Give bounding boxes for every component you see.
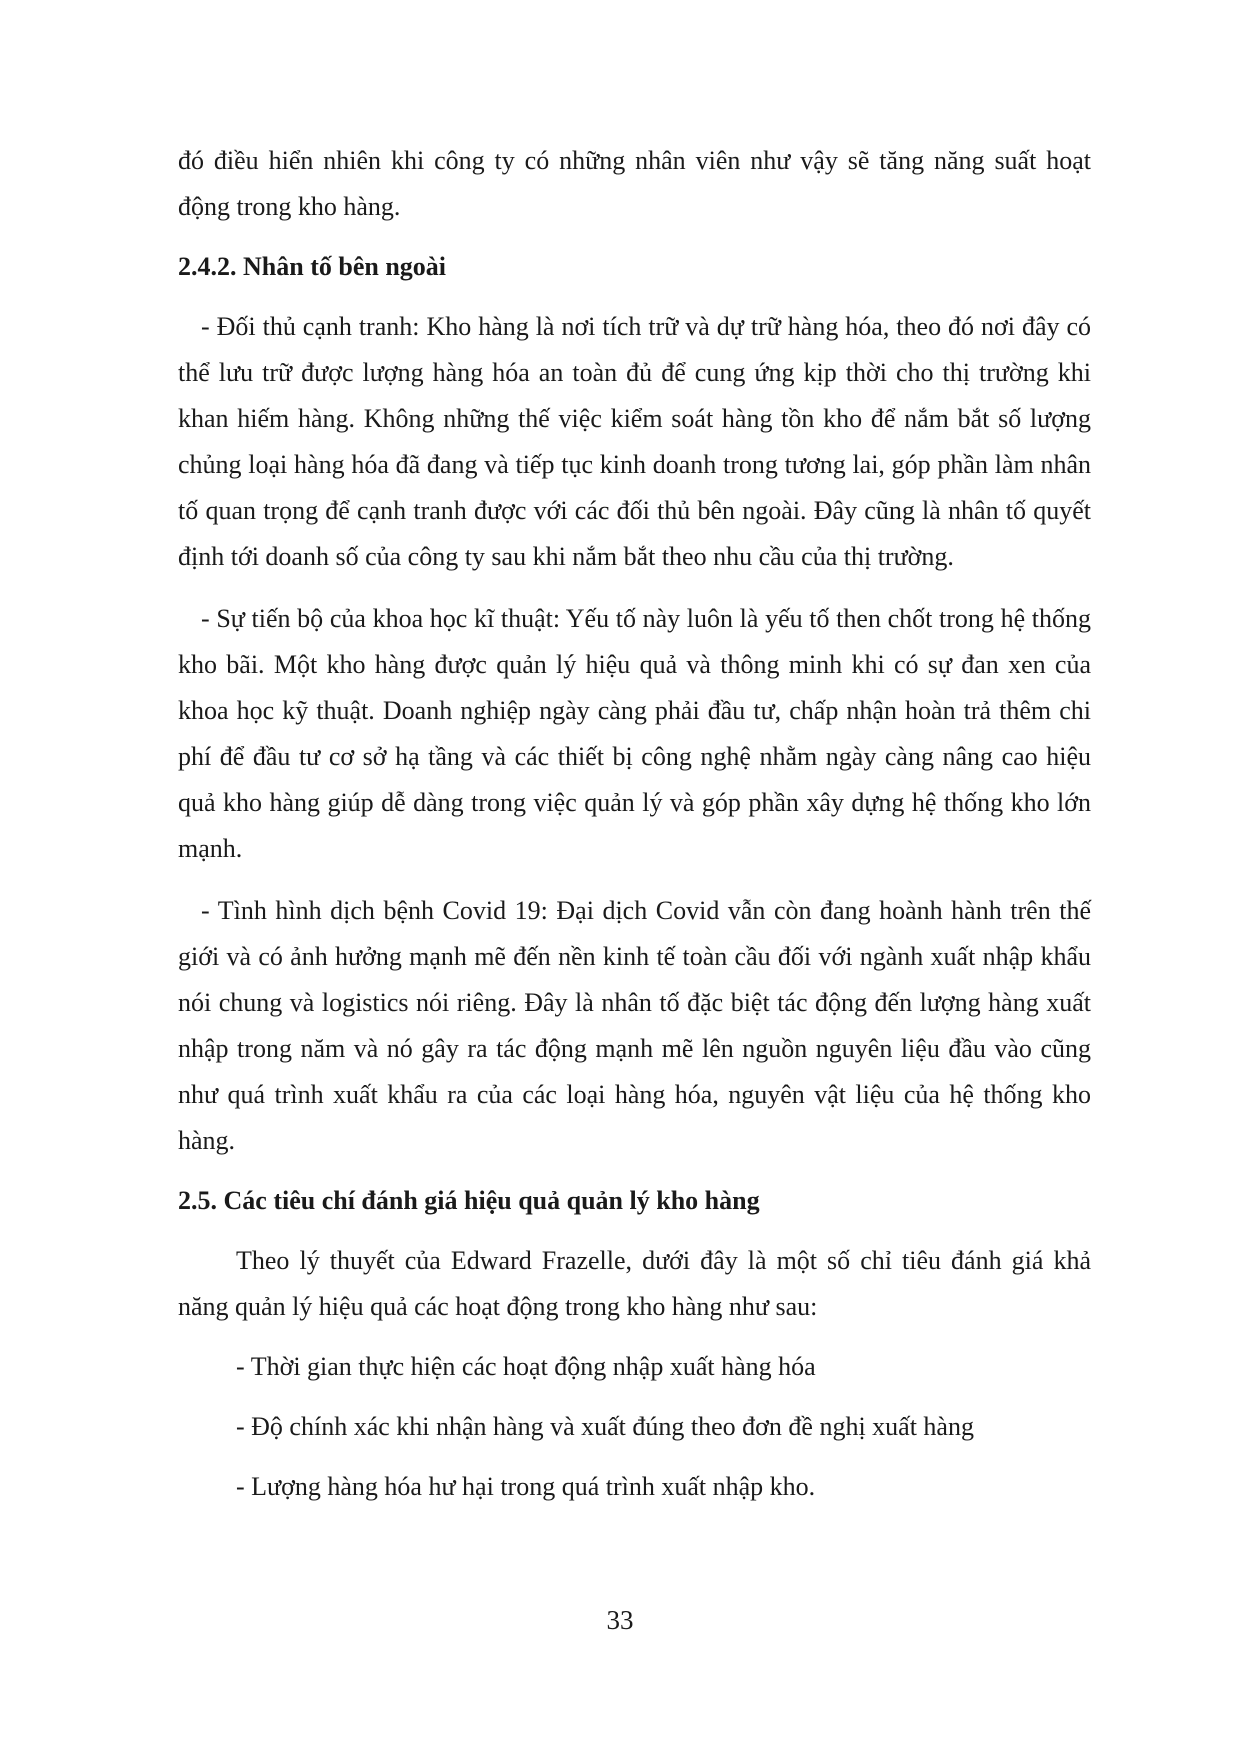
page-number: 33	[606, 1605, 634, 1635]
intro-paragraph: đó điều hiển nhiên khi công ty có những nhân viên như vậy sẽ tăng năng suất hoạt động trong kho hàng.	[178, 146, 1091, 221]
list-item: - Thời gian thực hiện các hoạt động nhập xuất hàng hóa	[236, 1352, 816, 1381]
section-heading-2-5: 2.5. Các tiêu chí đánh giá hiệu quả quản lý kho hàng	[178, 1186, 760, 1215]
section-heading-2-4-2: 2.4.2. Nhân tố bên ngoài	[178, 252, 446, 281]
paragraph-frazelle: Theo lý thuyết của Edward Frazelle, dưới đây là một số chỉ tiêu đánh giá khả năng quản lý hiệu quả các hoạt động trong kho hàng như sau:	[178, 1246, 1091, 1321]
list-item: - Lượng hàng hóa hư hại trong quá trình xuất nhập kho.	[236, 1472, 816, 1501]
paragraph-technology: - Sự tiến bộ của khoa học kĩ thuật: Yếu tố này luôn là yếu tố then chốt trong hệ thống kho bãi. Một kho hàng được quản lý hiệu quả và thông minh khi có sự đan xen của khoa học kỹ thuật. Doanh nghiệp ngày càng phải đầu tư, chấp nhận hoàn trả thêm chi phí để đầu tư cơ sở hạ tầng và các thiết bị công nghệ nhằm ngày càng nâng cao hiệu quả kho hàng giúp dễ dàng trong việc quản lý và góp phần xây dựng hệ thống kho lớn mạnh.	[178, 604, 1091, 863]
list-item: - Độ chính xác khi nhận hàng và xuất đúng theo đơn đề nghị xuất hàng	[236, 1412, 974, 1441]
paragraph-competitors: - Đối thủ cạnh tranh: Kho hàng là nơi tích trữ và dự trữ hàng hóa, theo đó nơi đây có thể lưu trữ được lượng hàng hóa an toàn đủ để cung ứng kịp thời cho thị trường khi khan hiếm hàng. Không những thế việc kiểm soát hàng tồn kho để nắm bắt số lượng chủng loại hàng hóa đã đang và tiếp tục kinh doanh trong tương lai, góp phần làm nhân tố quan trọng để cạnh tranh được với các đối thủ bên ngoài. Đây cũng là nhân tố quyết định tới doanh số của công ty sau khi nắm bắt theo nhu cầu của thị trường.	[178, 312, 1091, 571]
paragraph-covid: - Tình hình dịch bệnh Covid 19: Đại dịch Covid vẫn còn đang hoành hành trên thế giới và có ảnh hưởng mạnh mẽ đến nền kinh tế toàn cầu đối với ngành xuất nhập khẩu nói chung và logistics nói riêng. Đây là nhân tố đặc biệt tác động đến lượng hàng xuất nhập trong năm và nó gây ra tác động mạnh mẽ lên nguồn nguyên liệu đầu vào cũng như quá trình xuất khẩu ra của các loại hàng hóa, nguyên vật liệu của hệ thống kho hàng.	[178, 896, 1091, 1155]
page-content	[178, 138, 1091, 1510]
